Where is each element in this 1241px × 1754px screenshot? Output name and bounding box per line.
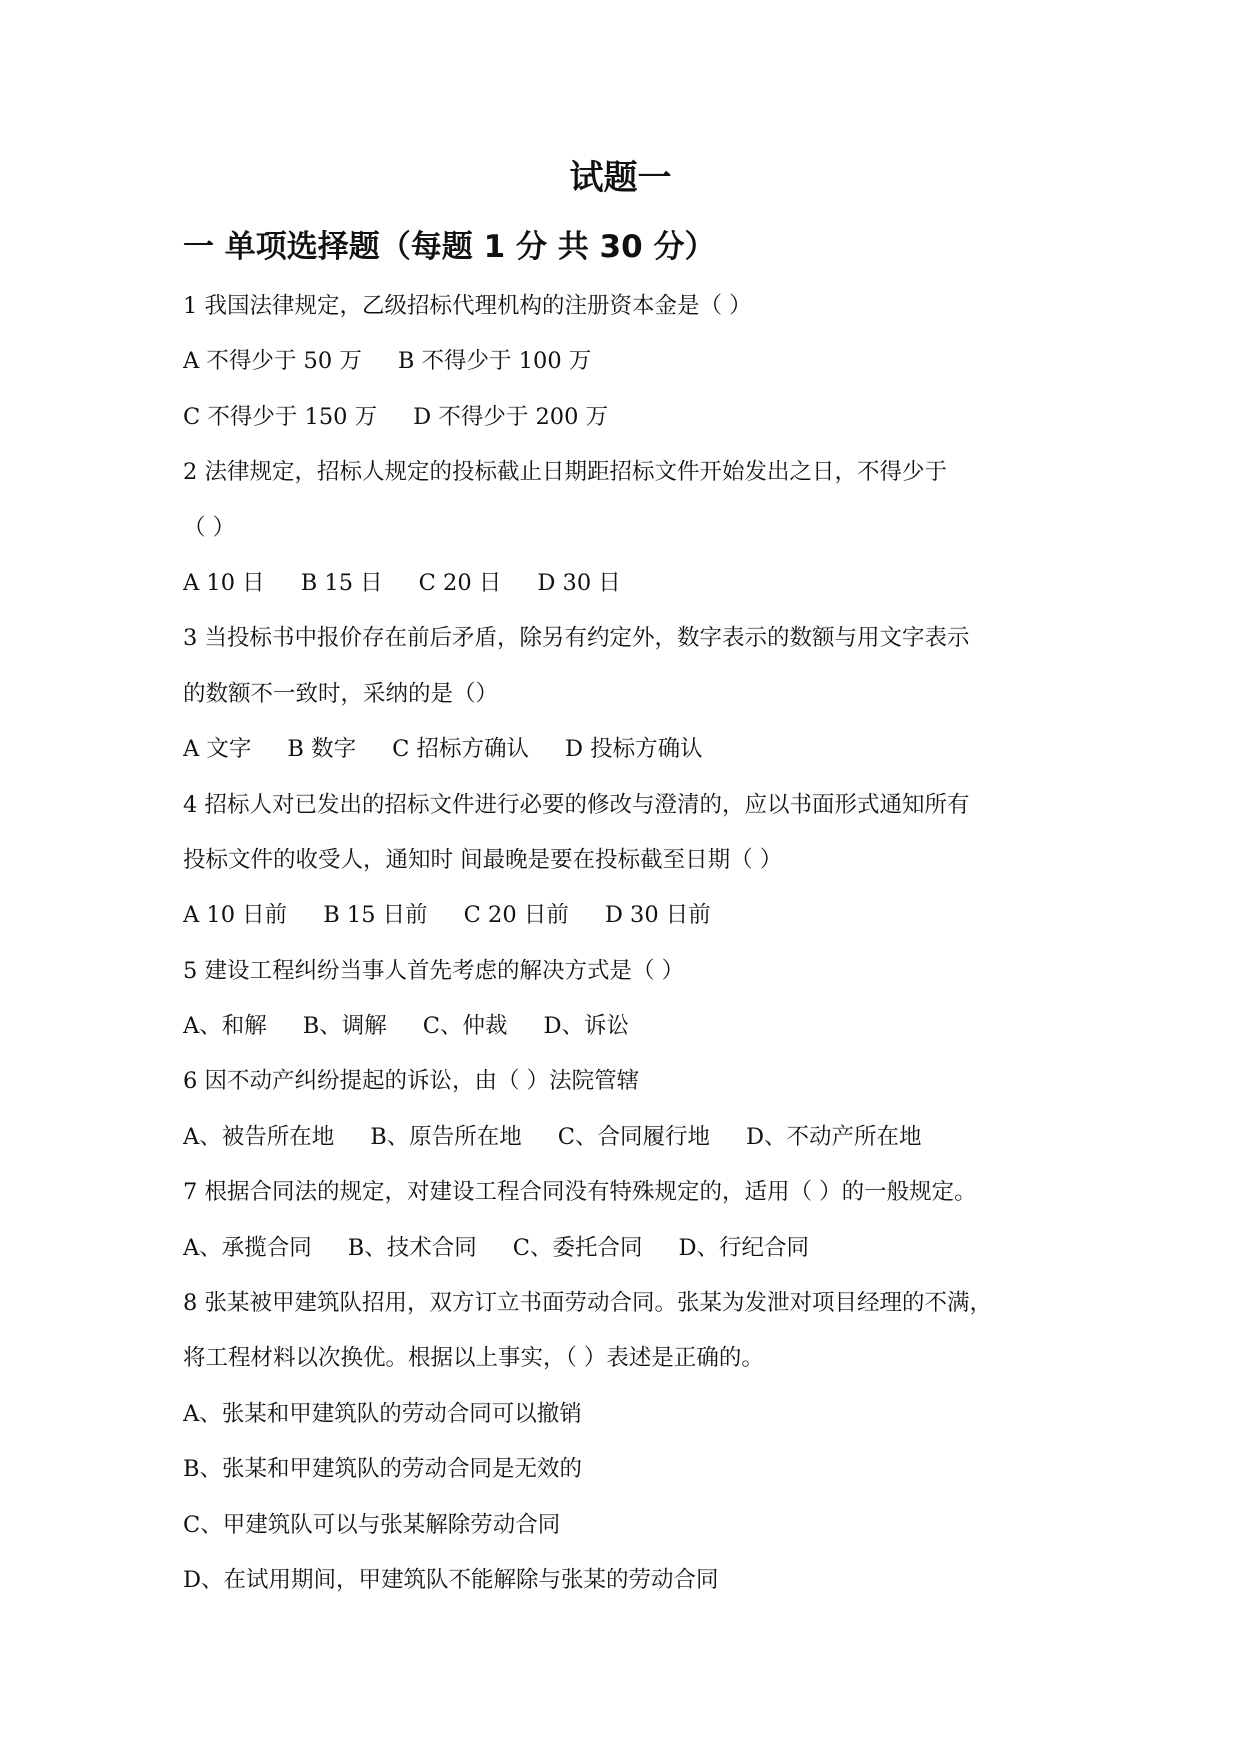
answer-option: D、行纪合同 [678, 1234, 810, 1261]
exam-title: 试题一 [569, 158, 672, 198]
question-stem-line: 7 根据合同法的规定，对建设工程合同没有特殊规定的，适用（ ）的一般规定。 [183, 1179, 977, 1206]
answer-option: A 不得少于 50 万 [183, 348, 362, 375]
answer-option: B 不得少于 100 万 [397, 348, 592, 375]
answer-option: B、技术合同 [347, 1234, 477, 1261]
answer-option: B 数字 [287, 736, 357, 763]
answer-option: C 不得少于 150 万 [183, 403, 378, 430]
option-row [183, 341, 1083, 396]
answer-option: B、张某和甲建筑队的劳动合同是无效的 [183, 1456, 583, 1483]
option-row [183, 1505, 1083, 1560]
question-stem-line: 1 我国法律规定，乙级招标代理机构的注册资本金是（ ） [183, 293, 752, 319]
question-stem-line: 6 因不动产纠纷提起的诉讼，由（ ）法院管辖 [183, 1068, 640, 1095]
answer-option: A 文字 [183, 736, 252, 763]
answer-option: C、委托合同 [512, 1234, 643, 1261]
option-row [183, 1449, 1083, 1504]
answer-option: B 15 日 [300, 569, 383, 596]
answer-option: A 10 日 [183, 569, 265, 596]
option-row [183, 1117, 1083, 1172]
answer-option: C、甲建筑队可以与张某解除劳动合同 [183, 1511, 561, 1538]
answer-option: D 投标方确认 [564, 736, 703, 763]
answer-option: D 不得少于 200 万 [413, 403, 609, 430]
question-stem-line: 8 张某被甲建筑队招用，双方订立书面劳动合同。张某为发泄对项目经理的不满， [183, 1290, 992, 1317]
question-stem-line: （ ） [183, 514, 236, 541]
option-row [183, 729, 1083, 784]
answer-option: A、承揽合同 [183, 1234, 312, 1261]
answer-option: D 30 日 [537, 569, 621, 596]
answer-option: B、调解 [302, 1013, 387, 1040]
answer-option: A、被告所在地 [183, 1123, 335, 1150]
question-list [183, 286, 1083, 1615]
section-heading: 一 单项选择题（每题 1 分 共 30 分） [183, 229, 716, 265]
option-row [183, 563, 1083, 618]
question-stem-line: 的数额不一致时，采纳的是（） [183, 680, 499, 707]
answer-option: B 15 日前 [323, 902, 428, 929]
answer-option: D、不动产所在地 [746, 1123, 922, 1150]
answer-option: D、诉讼 [543, 1013, 630, 1040]
question-stem-line: 4 招标人对已发出的招标文件进行必要的修改与澄清的，应以书面形式通知所有 [183, 791, 970, 818]
question-stem-line: 3 当投标书中报价存在前后矛盾，除另有约定外，数字表示的数额与用文字表示 [183, 625, 970, 652]
option-row [183, 1560, 1083, 1615]
answer-option: C、仲裁 [422, 1013, 508, 1040]
answer-option: D 30 日前 [604, 902, 711, 929]
question-stem-line: 2 法律规定，招标人规定的投标截止日期距招标文件开始发出之日，不得少于 [183, 459, 947, 486]
question-stem-line: 5 建设工程纠纷当事人首先考虑的解决方式是（ ） [183, 957, 685, 984]
question-stem-line: 投标文件的收受人，通知时 间最晚是要在投标截至日期（ ） [183, 846, 783, 873]
answer-option: C 招标方确认 [392, 736, 529, 763]
answer-option: D、在试用期间，甲建筑队不能解除与张某的劳动合同 [183, 1566, 719, 1593]
option-row [183, 1228, 1083, 1283]
option-row [183, 1006, 1083, 1061]
option-row [183, 895, 1083, 950]
option-row [183, 1394, 1083, 1449]
answer-option: C 20 日 [418, 569, 502, 596]
answer-option: A、张某和甲建筑队的劳动合同可以撤销 [183, 1400, 582, 1427]
answer-option: A 10 日前 [183, 902, 288, 929]
answer-option: C、合同履行地 [557, 1123, 711, 1150]
question-stem-line: 将工程材料以次换优。根据以上事实，（ ）表述是正确的。 [183, 1345, 764, 1372]
answer-option: A、和解 [183, 1013, 267, 1040]
option-row [183, 397, 1083, 452]
answer-option: C 20 日前 [463, 902, 569, 929]
answer-option: B、原告所在地 [370, 1123, 522, 1150]
